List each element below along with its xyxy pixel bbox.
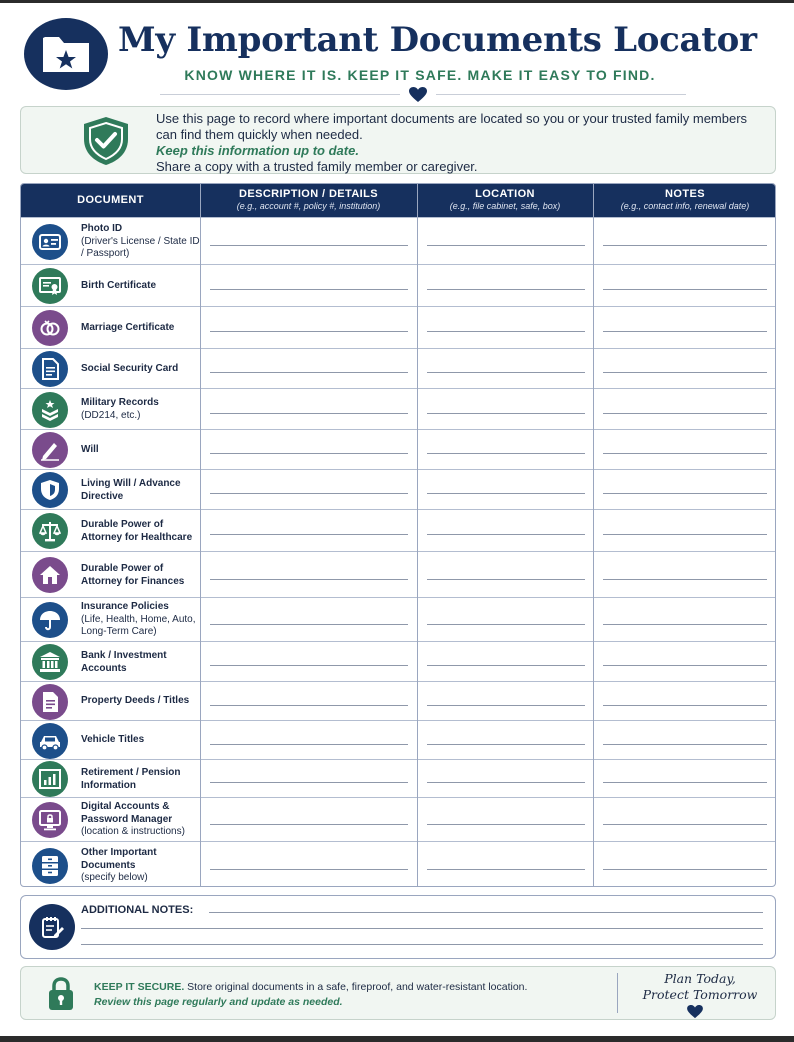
document-note: (Life, Health, Home, Auto, Long-Term Care) [81,613,196,637]
location-field[interactable] [427,453,585,454]
description-field[interactable] [210,579,408,580]
table-row [21,264,776,306]
document-name: Living Will / Advance Directive [81,478,181,502]
bank-icon [32,644,68,680]
description-field[interactable] [210,331,408,332]
bottom-border [0,1036,794,1042]
folder-star-logo-icon [24,18,108,90]
additional-notes-box [20,895,776,959]
table-row [21,306,776,348]
table-row [21,797,776,841]
location-field[interactable] [427,744,585,745]
location-field[interactable] [427,579,585,580]
table-row [21,469,776,509]
table-row [21,759,776,797]
document-name: Bank / Investment Accounts [81,650,167,674]
file-cabinet-icon [32,848,68,884]
notes-field[interactable] [603,744,767,745]
document-name: Durable Power of Attorney for Finances [81,563,185,587]
document-label [81,650,201,675]
notes-line[interactable] [81,928,763,929]
document-name: Birth Certificate [81,280,157,291]
id-card-icon [32,224,68,260]
document-label [81,801,201,839]
motto-line-1: Plan Today, [664,971,736,986]
notes-field[interactable] [603,453,767,454]
location-field[interactable] [427,413,585,414]
table-header [21,184,776,217]
location-field[interactable] [427,824,585,825]
notes-field[interactable] [603,624,767,625]
document-note: (specify below) [81,872,148,883]
intro-text [156,111,766,175]
shield-check-icon [79,115,133,167]
notes-field[interactable] [603,331,767,332]
notes-line[interactable] [81,944,763,945]
shield-icon [32,472,68,508]
table-row [21,217,776,264]
description-field[interactable] [210,665,408,666]
document-label [81,695,201,708]
keep-secure-label: KEEP IT SECURE. [94,981,185,993]
deed-icon [32,684,68,720]
document-label [81,847,201,885]
notes-field[interactable] [603,493,767,494]
umbrella-icon [32,602,68,638]
description-field[interactable] [210,289,408,290]
chart-icon [32,761,68,797]
document-label [81,519,201,544]
document-name: Photo ID [81,223,123,234]
footer-text [94,980,614,1010]
intro-emphasis: Keep this information up to date. [156,143,359,158]
page-tagline: KNOW WHERE IT IS. KEEP IT SAFE. MAKE IT EASY TO FIND. [184,67,656,83]
notes-field[interactable] [603,413,767,414]
description-field[interactable] [210,869,408,870]
description-field[interactable] [210,372,408,373]
column-divider [593,184,594,887]
table-row [21,641,776,681]
document-label [81,478,201,503]
footer-box [20,966,776,1020]
notes-field[interactable] [603,372,767,373]
notes-field[interactable] [603,782,767,783]
table-row [21,388,776,429]
column-divider [200,184,201,887]
notes-field[interactable] [603,245,767,246]
description-field[interactable] [210,624,408,625]
notes-field[interactable] [603,824,767,825]
notes-field[interactable] [603,289,767,290]
notes-field[interactable] [603,579,767,580]
document-name: Marriage Certificate [81,322,175,333]
location-field[interactable] [427,289,585,290]
description-field[interactable] [210,245,408,246]
document-name: Will [81,444,99,455]
table-row [21,551,776,597]
location-field[interactable] [427,372,585,373]
house-icon [32,557,68,593]
document-note: (Driver's License / State ID / Passport) [81,235,200,259]
document-name: Retirement / Pension Information [81,767,181,791]
description-field[interactable] [210,534,408,535]
document-note: (location & instructions) [81,826,185,837]
document-name: Property Deeds / Titles [81,695,190,706]
description-field[interactable] [210,705,408,706]
description-field[interactable] [210,824,408,825]
padlock-icon [47,977,75,1011]
location-field[interactable] [427,493,585,494]
table-row [21,348,776,388]
notes-field[interactable] [603,665,767,666]
page-title: My Important Documents Locator [118,20,757,60]
notes-field[interactable] [603,869,767,870]
document-label [81,444,201,457]
location-field[interactable] [427,245,585,246]
document-name: Insurance Policies [81,601,169,612]
document-name: Durable Power of Attorney for Healthcare [81,519,193,543]
document-label [81,734,201,747]
document-name: Vehicle Titles [81,734,145,745]
heart-icon [409,87,427,103]
column-header-location: LOCATION (e.g., file cabinet, safe, box) [449,188,561,211]
document-label [81,363,201,376]
location-field[interactable] [427,782,585,783]
car-icon [32,723,68,759]
documents-table [20,183,776,887]
document-note: (DD214, etc.) [81,409,141,421]
location-field[interactable] [427,869,585,870]
footer-motto [625,971,775,1003]
location-field[interactable] [427,665,585,666]
document-label [81,767,201,792]
table-row [21,509,776,551]
intro-line-1: Use this page to record where important documents are located so you or your trusted family members can find them quickly when needed. [156,111,748,142]
document-label [81,280,201,293]
description-field[interactable] [210,782,408,783]
footer-divider [617,973,618,1013]
document-label [81,601,201,639]
notes-line[interactable] [209,912,763,913]
document-label [81,322,201,335]
column-divider [417,184,418,887]
description-field[interactable] [210,413,408,414]
certificate-icon [32,268,68,304]
table-row [21,429,776,469]
location-field[interactable] [427,624,585,625]
additional-notes-label: ADDITIONAL NOTES: [81,904,194,916]
top-border [0,0,794,3]
location-field[interactable] [427,534,585,535]
document-name: Military Records [81,397,159,408]
document-name: Social Security Card [81,363,179,374]
scales-icon [32,513,68,549]
description-field[interactable] [210,493,408,494]
pen-icon [32,432,68,468]
notes-field[interactable] [603,534,767,535]
description-field[interactable] [210,744,408,745]
location-field[interactable] [427,331,585,332]
document-label [81,223,201,261]
table-row [21,841,776,887]
notepad-icon [29,904,75,950]
table-row [21,597,776,641]
rings-icon [32,310,68,346]
review-text: Review this page regularly and update as needed. [94,996,343,1008]
document-name: Digital Accounts & Password Manager [81,801,173,825]
column-header-notes: NOTES (e.g., contact info, renewal date) [620,188,750,211]
header-rule-right [436,94,686,95]
computer-lock-icon [32,802,68,838]
motto-line-2: Protect Tomorrow [642,987,758,1002]
document-name: Other Important Documents [81,847,157,871]
heart-icon [687,1005,703,1019]
document-label [81,397,201,422]
column-header-document: DOCUMENT [77,194,144,206]
description-field[interactable] [210,453,408,454]
table-row [21,720,776,759]
military-rank-icon [32,392,68,428]
document-label [81,563,201,588]
store-text: Store original documents in a safe, fireproof, and water-resistant location. [187,981,528,993]
intro-box [20,106,776,174]
notes-field[interactable] [603,705,767,706]
intro-line-3: Share a copy with a trusted family member or caregiver. [156,159,478,174]
table-row [21,681,776,720]
document-icon [32,351,68,387]
header-rule-left [160,94,400,95]
location-field[interactable] [427,705,585,706]
column-header-description: DESCRIPTION / DETAILS (e.g., account #, policy #, institution) [236,188,381,211]
